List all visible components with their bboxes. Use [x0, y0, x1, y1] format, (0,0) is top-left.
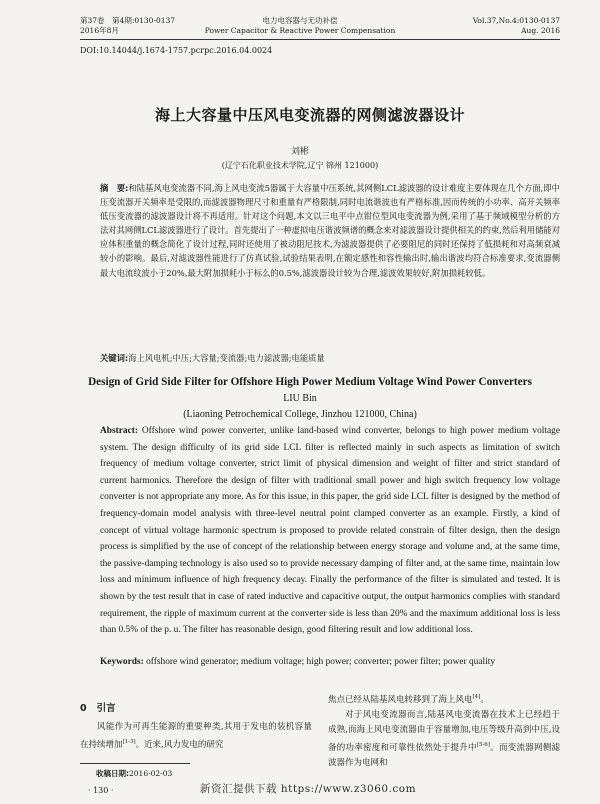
received-value: 2016-02-03: [129, 769, 173, 778]
intro-left-column: [80, 720, 312, 753]
abstract-en-text: Offshore wind power converter, unlike land-based wind converter, belongs to high power medium voltage system. The design difficulty of its grid side LCL filter is reflected mainly in such aspects as limitation of switch frequency of medium voltage converter, strict limit of physical dimension and weight of filter and strict standard of current harmonics. Therefore the design of filter with traditional small power and high switch frequency low voltage converter is not appropriate any more. As for this issue, in this paper, the grid side LCL filter is designed by the method of frequency-domain model analysis with three-level neutral point clamped converter as an example. Firstly, a kind of concept of virtual voltage harmonic spectrum is proposed to provide related constrain of filter design, then the design process is simplified by the use of concept of the relationship between energy storage and volume and, at the same time, the passive-damping technology is also used so to provide necessary damping of filter and, at the same time, maintain low loss and minimum influence of high frequency decay. Finally the performance of the filter is simulated and tested. It is shown by the test result that in case of rated inductive and capacitive output, the output harmonics complies with standard requirement, the ripple of maximum current at the converter side is less than 20% and the maximum additional loss is less than 0.5% of the p. u. The filter has reasonable design, good filtering result and low additional loss.: [100, 426, 561, 636]
page-number: · 130 ·: [88, 786, 114, 795]
abstract-en-label: Abstract:: [100, 426, 139, 436]
abstract-cn-label: 摘 要:: [100, 183, 129, 193]
header-date-en: Aug. 2016: [521, 26, 560, 35]
citation: [4]: [472, 694, 481, 700]
intro-text-continued: 。近来,风力发电的研究: [135, 739, 224, 750]
intro-right-column: [328, 690, 560, 771]
author-en: LIU Bin: [283, 393, 317, 404]
keywords-en: [100, 657, 560, 667]
right-col-text1-end: 。: [480, 694, 489, 705]
keywords-en-text: offshore wind generator; medium voltage; high power; converter; power filter; power quality: [146, 657, 496, 667]
intro-text: 风能作为可再生能源的重要种类,其用于发电的装机容量在持续增加: [80, 722, 312, 750]
footnote-divider: [80, 763, 190, 764]
header-vol-issue-cn: 第37卷 第4期:0130-0137: [80, 16, 176, 25]
keywords-en-label: Keywords:: [100, 657, 144, 667]
header-left: [80, 16, 175, 36]
affiliation-cn: (辽宁石化职业技术学院,辽宁 锦州 121000): [221, 161, 379, 170]
section-title: 引言: [96, 703, 116, 714]
header-right: [473, 16, 560, 36]
citation: [5-6]: [476, 741, 490, 748]
header-journal-en: Power Capacitor & Reactive Power Compensation: [204, 26, 396, 35]
title-en: Design of Grid Side Filter for Offshore High Power Medium Voltage Wind Power Converters: [88, 376, 532, 388]
right-col-para2: [328, 708, 560, 771]
keywords-cn-label: 关键词:: [100, 353, 129, 363]
keywords-cn-text: 海上风电机;中压;大容量;变流器;电力滤波器;电能质量: [128, 353, 325, 363]
header-vol-issue-en: Vol.37,No.4:0130-0137: [472, 16, 560, 25]
title-cn: 海上大容量中压风电变流器的网侧滤波器设计: [154, 106, 465, 124]
header-divider: [80, 39, 560, 40]
header-date-cn: 2016年8月: [80, 26, 119, 35]
received-date: [96, 768, 172, 779]
watermark-text: 新资汇提供下载 https://www.z3060.com: [200, 783, 417, 795]
abstract-en: [100, 423, 560, 639]
abstract-cn-text: 和陆基风电变流器不同,海上风电变流5器属于大容量中压系统,其网侧LCL滤波器的设计难度主要体现在几个方面,即中压变流器开关频率是受限的,而滤波器物理尺寸和重量有严格限制,同时电流谐波也有严格标准,因而传统的小功率、高开关频率低压变流器的滤波器设计将不再适用。针对这个问题,本文以三电平中点钳位型风电变流器为例,采用了基于频域模型分析的方法对其网侧LCL滤波器进行了设计。首先提出了一种虚拟电压谐波频谱的概念来对滤波器设计提供相关的约束,然后利用储能对应体积重量的概念简化了设计过程,同时还使用了被动阻尼技术,为滤波器提供了必要阻尼的同时还保持了低损耗和对高频衰减较小的影响。最后,对滤波器性能进行了仿真试验,试验结果表明,在额定感性和容性输出时,输出谐波均符合标准要求,变流器侧最大电流纹波小于20%,最大附加损耗小于标么的0.5%,滤波器设计较为合理,滤波效果较好,附加损耗较低。: [100, 183, 560, 278]
right-col-text1: 焦点已经从陆基风电转移到了海上风电: [328, 694, 473, 705]
right-col-line1: [328, 690, 560, 708]
header-journal-cn: 电力电容器与无功补偿: [262, 16, 338, 25]
header-center: [190, 16, 410, 36]
keywords-cn: [100, 352, 560, 364]
section-number: 0: [80, 703, 87, 714]
doi: DOI:10.14044/j.1674-1757.pcrpc.2016.04.0024: [80, 46, 273, 55]
section-heading: [80, 700, 116, 714]
author-cn: 刘彬: [290, 147, 309, 157]
citation: [1-3]: [122, 739, 136, 745]
right-col-text2-end: 。而变流器网侧滤波器作为电网和: [328, 742, 560, 768]
affiliation-en: (Liaoning Petrochemical College, Jinzhou 121000, China): [183, 409, 417, 420]
abstract-cn: [100, 181, 560, 280]
received-label: 收稿日期:: [96, 769, 129, 778]
right-col-text2: 对于风电变流器而言,陆基风电变流器在技术上已经趋于成熟,而海上风电变流器由于容量增加,电压等级升高到中压,设备的功率密度和可靠性依然处于提升中: [328, 709, 560, 753]
